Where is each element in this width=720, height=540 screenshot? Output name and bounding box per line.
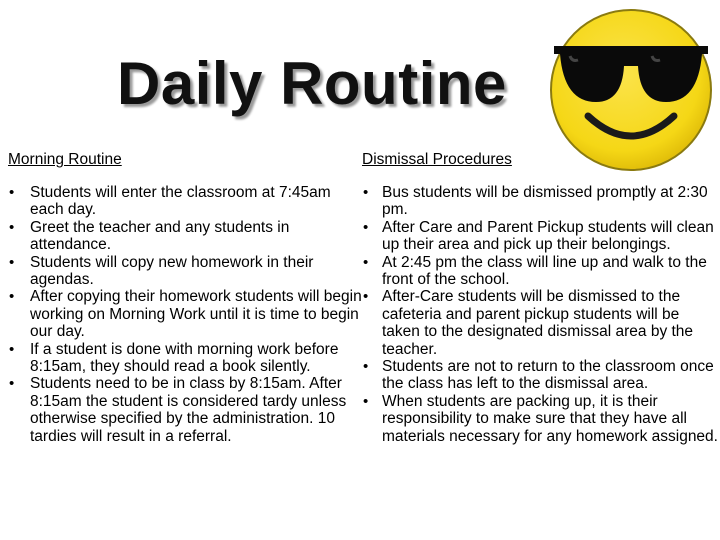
- list-item: • Students are not to return to the classroom once the class has left to the dismissal area.: [363, 358, 714, 393]
- list-item: • At 2:45 pm the class will line up and walk to the front of the school.: [363, 253, 707, 289]
- morning-routine-list: [8, 184, 369, 445]
- sunglasses-smiley-icon: [548, 4, 714, 174]
- bullet-icon: •: [363, 358, 369, 376]
- bullet-icon: •: [9, 375, 15, 393]
- list-item: • After-Care students will be dismissed to the cafeteria and parent pickup students will be taken to the designated dismissal area by the teacher.: [363, 288, 694, 358]
- bullet-icon: •: [363, 184, 369, 201]
- list-item: • If a student is done with morning work before 8:15am, they should read a book silently.: [9, 340, 339, 376]
- bullet-icon: •: [9, 288, 15, 306]
- morning-routine-heading: Morning Routine: [8, 151, 122, 168]
- bullet-icon: •: [9, 218, 15, 236]
- dismissal-procedures-section: [362, 150, 718, 445]
- bullet-icon: •: [363, 288, 369, 306]
- dismissal-procedures-list: [362, 184, 718, 445]
- list-item: • When students are packing up, it is their responsibility to make sure that they have all materials necessary for any homework assigned.: [363, 392, 718, 445]
- list-item: • Students will enter the classroom at 7:45am each day.: [9, 184, 331, 219]
- bullet-icon: •: [9, 340, 15, 358]
- list-item: • Bus students will be dismissed promptly at 2:30 pm.: [363, 184, 708, 219]
- bullet-icon: •: [363, 218, 369, 236]
- bullet-icon: •: [363, 392, 369, 410]
- bullet-icon: •: [9, 184, 15, 201]
- bullet-icon: •: [9, 253, 15, 271]
- list-item: • After copying their homework students will begin working on Morning Work until it is time to begin our day.: [9, 288, 362, 341]
- list-item: • After Care and Parent Pickup students will clean up their area and pick up their belongings.: [363, 218, 714, 254]
- dismissal-procedures-heading: Dismissal Procedures: [362, 151, 512, 168]
- page-title: Daily Routine: [117, 50, 507, 117]
- list-item: • Students need to be in class by 8:15am. After 8:15am the student is considered tardy unless otherwise specified by the administration. 10 tardies will result in a referral.: [9, 375, 347, 445]
- morning-routine-section: [8, 150, 369, 445]
- list-item: • Greet the teacher and any students in attendance.: [9, 218, 290, 254]
- list-item: • Students will copy new homework in their agendas.: [9, 253, 314, 289]
- bullet-icon: •: [363, 253, 369, 271]
